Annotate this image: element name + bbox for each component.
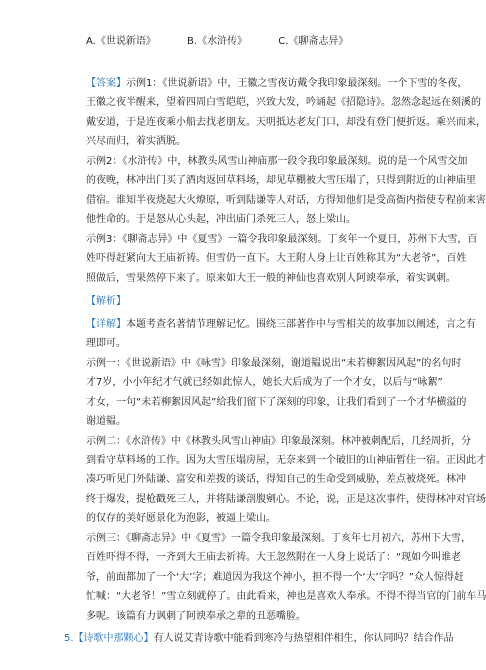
text-line <box>86 532 471 546</box>
text-line <box>64 632 454 646</box>
line-text: 有人说艾青诗歌中能看到寒冷与热望相伴相生，你认同吗？结合作品 <box>153 633 454 644</box>
text-line <box>86 415 446 429</box>
line-text: 戴安道，于是连夜乘小船去找老朋友。天明抵达老友门口，却没有登门便折返。乘兴而来， <box>86 117 486 128</box>
text-line <box>86 571 464 585</box>
text-line <box>86 318 476 332</box>
text-line <box>86 233 478 247</box>
line-text: 百姓吓得不得，一齐到大王庙去祈祷。大王忽然附在一人身上说话了：“现如今叫谁老 <box>86 552 462 563</box>
text-line <box>86 252 467 266</box>
text-line <box>86 610 446 624</box>
text-line <box>86 590 486 604</box>
text-line <box>86 357 462 371</box>
text-line <box>86 493 486 507</box>
option-a: A.《世说新语》 <box>86 36 156 47</box>
line-text: 爷，前面都加了一个‘大’字；难道因为我这个神小，担不得一个‘大’字吗？”众人惊得赶 <box>86 572 464 583</box>
text-line <box>86 194 486 208</box>
line-text: 的仅存的美好愿景化为泡影，被逼上梁山。 <box>86 513 276 524</box>
line-text: 兴尽而归，着实洒脱。 <box>86 136 186 147</box>
text-line <box>86 116 486 130</box>
text-line <box>86 473 466 487</box>
section-tag: 【详解】 <box>86 319 126 330</box>
line-text: 示例二：《水浒传》中《林教头风雪山神庙》印象最深刻。林冲被刺配后，几经周折，分 <box>86 436 471 447</box>
line-text: 才女，一句“未若柳絮因风起”给我们留下了深刻的印象，让我们看到了一个才华横溢的 <box>86 397 467 408</box>
line-text: 借宿。谁知半夜烧起大火燎原，听到陆谦等人对话，方得知他们是受高衙内指使专程前来害 <box>86 195 486 206</box>
text-line <box>86 512 446 526</box>
option-b: B.《水浒传》 <box>187 36 248 47</box>
line-text: 王徽之夜半醒来，望着四周白雪皑皑，兴致大发，吟诵起《招隐诗》。忽然念起远在刻溪的 <box>86 97 481 108</box>
text-line <box>86 376 446 390</box>
line-text: 示例1：《世说新语》中，王徽之雪夜访戴令我印象最深刻。一个下雪的冬夜， <box>126 78 468 89</box>
text-line <box>86 295 446 309</box>
line-text: 示例2：《水浒传》中，林教头风雪山神庙那一段令我印象最深刻。说的是一个风雪交加 <box>86 156 468 167</box>
text-line <box>86 454 486 468</box>
line-text: 照做后，雪果然停下来了。原来如大王一般的神仙也喜欢别人阿谀奉承，着实讽刺。 <box>86 273 456 284</box>
line-text: 才7岁，小小年纪才气就已经如此惊人，她长大后成为了一个才女，以后与“咏絮” <box>86 377 443 388</box>
line-text: 他性命的。于是怒从心头起，冲出庙门杀死三人，怒上梁山。 <box>86 214 356 225</box>
line-text: 谢道韫。 <box>86 416 126 427</box>
answer-options <box>86 35 446 49</box>
line-text: 本题考查名著情节理解记忆。围绕三部著作中与雪相关的故事加以阐述，言之有 <box>126 319 476 330</box>
line-text: 理即可。 <box>86 338 126 349</box>
line-text: 忙喊：“大老爷！”雪立刻就停了。由此看来，神也是喜欢人奉承。不得不得当官的门前车马 <box>86 591 486 602</box>
option-c: C.《聊斋志异》 <box>278 36 349 47</box>
section-tag: 【解析】 <box>86 296 126 307</box>
line-text: 示例3：《聊斋志异》中《夏雪》一篇令我印象最深刻。丁亥年一个夏日，苏州下大雪，百 <box>86 234 478 245</box>
text-line <box>86 337 446 351</box>
line-text: 示例三：《聊斋志异》中《夏雪》一篇令我印象最深刻。丁亥年七月初六，苏州下大雪， <box>86 533 471 544</box>
text-line <box>86 155 468 169</box>
line-text: 凑巧听见门外陆谦、富安和差拨的谈话，得知自己的生命受到威胁，差点被烧死。林冲 <box>86 474 466 485</box>
section-tag: 5.【诗歌中那颗心】 <box>64 633 154 644</box>
line-text: 到看守草料场的工作。因为大雪压塌房屋，无奈来到一个破旧的山神庙暂住一宿。正因此才 <box>86 455 486 466</box>
text-line <box>86 551 462 565</box>
line-text: 的夜晚，林冲出门买了酒肉返回草料场，却见草棚被大雪压塌了，只得到附近的山神庙里 <box>86 175 476 186</box>
section-tag: 【答案】 <box>86 78 126 89</box>
text-line <box>86 135 446 149</box>
text-line <box>86 272 456 286</box>
text-line <box>86 96 481 110</box>
text-line <box>86 435 471 449</box>
line-text: 姓吓得赶紧向大王庙祈祷。但雪仍一直下。大王附人身上让百姓称其为“大老爷”，百姓 <box>86 253 467 264</box>
text-line <box>86 174 476 188</box>
text-line <box>86 213 446 227</box>
line-text: 多呢。该篇有力讽刺了阿谀奉承之辈的丑恶嘴脸。 <box>86 611 306 622</box>
line-text: 终于爆发，提枪戳死三人，并将陆谦剖腹剜心。不论，说，正是这次事件，使得林冲对官场 <box>86 494 486 505</box>
text-line <box>86 77 468 91</box>
line-text: 示例一：《世说新语》中《咏雪》印象最深刻，谢道韫说出“未若柳絮因风起”的名句时 <box>86 358 462 369</box>
text-line <box>86 396 467 410</box>
